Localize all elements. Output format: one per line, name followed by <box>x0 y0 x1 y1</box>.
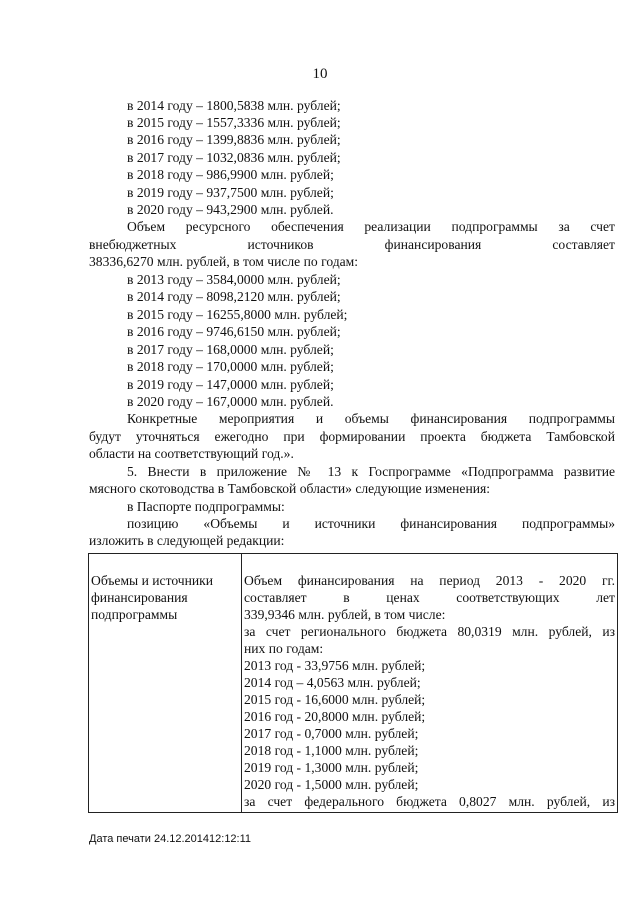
list-item: в 2017 году – 1032,0836 млн. рублей; <box>127 150 341 165</box>
year-line: 2014 год – 4,0563 млн. рублей; <box>244 675 421 690</box>
paragraph-line: 38336,6270 млн. рублей, в том числе по годам: <box>89 254 359 269</box>
list-item: в 2016 году – 1399,8836 млн. рублей; <box>127 132 341 147</box>
cell-line: Объемы и источники <box>91 573 214 588</box>
paragraph-line: будут уточняться ежегодно при формировании проекта бюджета Тамбовской <box>89 429 615 444</box>
page-number: 10 <box>312 66 328 82</box>
paragraph-line: внебюджетных источников финансирования составляет <box>89 237 615 252</box>
year-line: 2019 год - 1,3000 млн. рублей; <box>244 760 419 775</box>
paragraph-line: изложить в следующей редакции: <box>89 533 285 548</box>
list-item: в 2019 году – 937,7500 млн. рублей; <box>127 185 334 200</box>
paragraph-line: области на соответствующий год.». <box>89 446 294 461</box>
list-item: в 2018 году – 170,0000 млн. рублей; <box>127 359 334 374</box>
year-line: 2013 год - 33,9756 млн. рублей; <box>244 658 426 673</box>
year-line: 2017 год - 0,7000 млн. рублей; <box>244 726 419 741</box>
list-item: в 2013 году – 3584,0000 млн. рублей; <box>127 272 341 287</box>
list-item: в 2018 году – 986,9900 млн. рублей; <box>127 167 334 182</box>
cell-line: составляет в ценах соответствующих лет <box>244 590 615 605</box>
year-line: 2018 год - 1,1000 млн. рублей; <box>244 743 419 758</box>
year-line: 2020 год - 1,5000 млн. рублей; <box>244 777 419 792</box>
cell-line: них по годам: <box>244 641 324 656</box>
paragraph-line: Конкретные мероприятия и объемы финансирования подпрограммы <box>127 411 615 426</box>
cell-line: Объем финансирования на период 2013 - 2020 гг. <box>244 573 615 588</box>
year-line: 2015 год - 16,6000 млн. рублей; <box>244 692 426 707</box>
cell-line: финансирования <box>91 590 188 605</box>
paragraph-line: 5. Внести в приложение № 13 к Госпрограмме «Подпрограмма развитие <box>127 464 615 479</box>
paragraph-line: позицию «Объемы и источники финансирования подпрограммы» <box>127 516 615 531</box>
table-row <box>89 554 618 813</box>
cell-line: подпрограммы <box>91 607 178 622</box>
list-item: в 2017 году – 168,0000 млн. рублей; <box>127 342 334 357</box>
paragraph-line: мясного скотоводства в Тамбовской области» следующие изменения: <box>89 481 491 496</box>
cell-line: за счет регионального бюджета 80,0319 млн. рублей, из <box>244 624 615 639</box>
passport-table <box>88 553 618 813</box>
cell-line: за счет федерального бюджета 0,8027 млн. рублей, из <box>244 794 615 809</box>
table-cell-label <box>89 554 242 813</box>
list-item: в 2016 году – 9746,6150 млн. рублей; <box>127 324 341 339</box>
list-item: в 2020 году – 943,2900 млн. рублей. <box>127 202 334 217</box>
paragraph-line: в Паспорте подпрограммы: <box>127 499 285 514</box>
list-item: в 2014 году – 8098,2120 млн. рублей; <box>127 289 341 304</box>
year-line: 2016 год - 20,8000 млн. рублей; <box>244 709 426 724</box>
print-date: Дата печати 24.12.201412:12:11 <box>89 833 252 845</box>
list-item: в 2019 году – 147,0000 млн. рублей; <box>127 377 334 392</box>
cell-line: 339,9346 млн. рублей, в том числе: <box>244 607 446 622</box>
list-item: в 2015 году – 1557,3336 млн. рублей; <box>127 115 341 130</box>
list-item: в 2014 году – 1800,5838 млн. рублей; <box>127 98 341 113</box>
paragraph-line: Объем ресурсного обеспечения реализации подпрограммы за счет <box>127 219 615 234</box>
list-item: в 2015 году – 16255,8000 млн. рублей; <box>127 307 348 322</box>
list-item: в 2020 году – 167,0000 млн. рублей. <box>127 394 334 409</box>
table-cell-value <box>242 554 618 813</box>
